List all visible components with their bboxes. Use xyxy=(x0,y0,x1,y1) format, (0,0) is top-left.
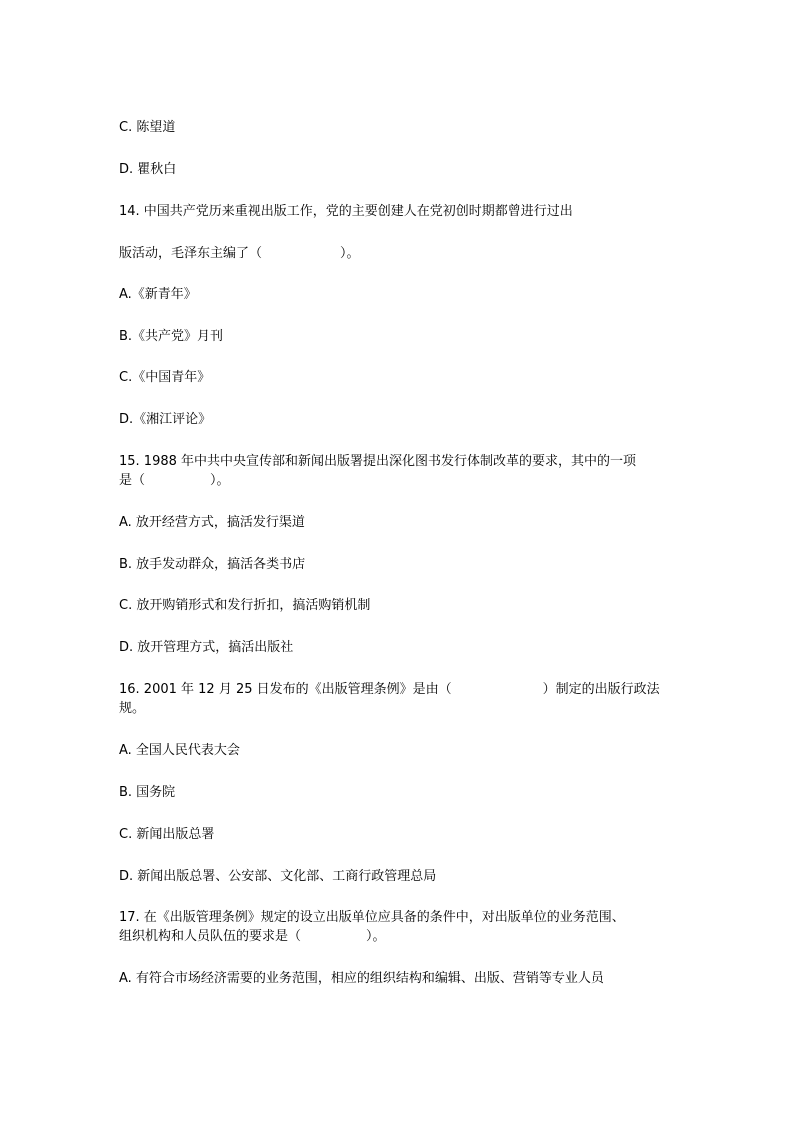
option-d-15: D. 放开管理方式，搞活出版社 xyxy=(119,640,294,655)
option-d-13: D. 瞿秋白 xyxy=(119,162,177,177)
option-a-16: A. 全国人民代表大会 xyxy=(119,743,240,758)
option-d-14: D.《湘江评论》 xyxy=(119,412,212,427)
option-a-14: A.《新青年》 xyxy=(119,287,197,302)
option-a-17: A. 有符合市场经济需要的业务范围，相应的组织结构和编辑、出版、营销等专业人员 xyxy=(119,971,604,986)
question-14-line-2: 版活动，毛泽东主编了（ ）。 xyxy=(119,246,360,261)
question-16-line-2: 规。 xyxy=(119,701,146,716)
option-c-15: C. 放开购销形式和发行折扣，搞活购销机制 xyxy=(119,598,371,613)
option-a-15: A. 放开经营方式，搞活发行渠道 xyxy=(119,515,305,530)
option-c-16: C. 新闻出版总署 xyxy=(119,827,215,842)
question-17-line-1: 17. 在《出版管理条例》规定的设立出版单位应具备的条件中，对出版单位的业务范围、 xyxy=(119,910,625,925)
option-c-14: C.《中国青年》 xyxy=(119,370,211,385)
option-b-16: B. 国务院 xyxy=(119,785,176,800)
question-17-line-2: 组织机构和人员队伍的要求是（ ）。 xyxy=(119,929,386,944)
question-15-line-2: 是（ ）。 xyxy=(119,473,230,488)
question-16-line-1: 16. 2001 年 12 月 25 日发布的《出版管理条例》是由（ ）制定的出版行政法 xyxy=(119,682,660,697)
option-c-13: C. 陈望道 xyxy=(119,120,176,135)
option-d-16: D. 新闻出版总署、公安部、文化部、工商行政管理总局 xyxy=(119,869,437,884)
question-14-line-1: 14. 中国共产党历来重视出版工作，党的主要创建人在党初创时期都曾进行过出 xyxy=(119,204,573,219)
question-15-line-1: 15. 1988 年中共中央宣传部和新闻出版署提出深化图书发行体制改革的要求，其中的一项 xyxy=(119,454,637,469)
option-b-15: B. 放手发动群众，搞活各类书店 xyxy=(119,557,306,572)
option-b-14: B.《共产党》月刊 xyxy=(119,329,224,344)
